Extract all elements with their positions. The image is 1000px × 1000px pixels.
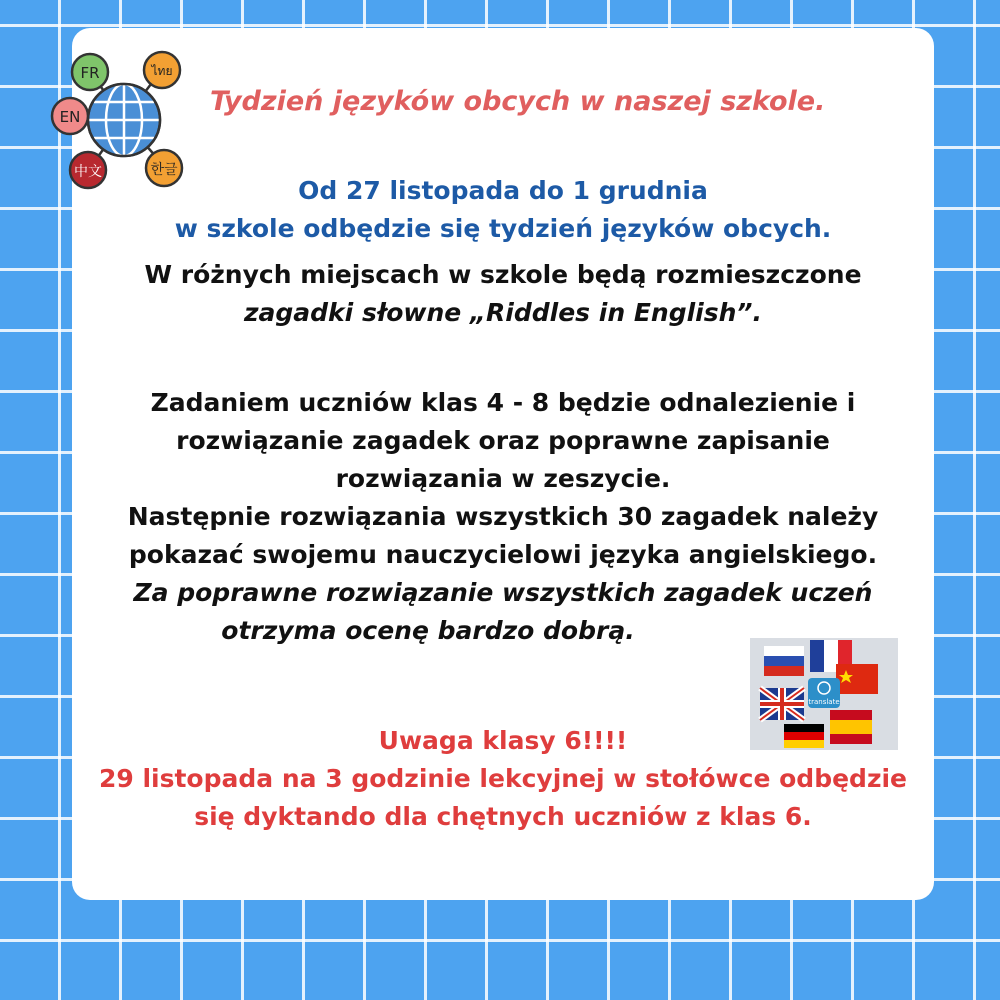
svg-text:FR: FR <box>80 64 100 82</box>
class-6-notice <box>72 722 934 836</box>
task-line-7: otrzyma ocenę bardzo dobrą. <box>221 616 635 645</box>
svg-text:ไทย: ไทย <box>151 64 173 78</box>
intro-dates <box>72 172 934 248</box>
svg-text:EN: EN <box>59 108 81 126</box>
intro-line-1: Od 27 listopada do 1 grudnia <box>298 176 708 205</box>
svg-text:中文: 中文 <box>74 164 102 180</box>
intro-line-2: w szkole odbędzie się tydzień języków obcych. <box>174 214 832 243</box>
uk-flag <box>760 688 804 720</box>
task-line-5: pokazać swojemu nauczycielowi języka angielskiego. <box>128 540 878 569</box>
task-line-2: rozwiązanie zagadek oraz poprawne zapisanie <box>176 426 830 455</box>
poster-title: Tydzień języków obcych w naszej szkole. <box>210 86 826 117</box>
task-line-1: Zadaniem uczniów klas 4 - 8 będzie odnalezienie i <box>150 388 856 417</box>
task-line-6: Za poprawne rozwiązanie wszystkich zagadek uczeń <box>133 578 873 607</box>
china-flag <box>836 664 878 694</box>
intro-riddles <box>72 256 934 332</box>
intro-line-3: W różnych miejscach w szkole będą rozmieszczone <box>144 260 862 289</box>
svg-text:translate: translate <box>808 698 840 706</box>
notice-line-3: się dyktando dla chętnych uczniów z klas 6. <box>194 802 812 831</box>
notice-line-2: 29 listopada na 3 godzinie lekcyjnej w stołówce odbędzie <box>98 764 908 793</box>
globe-icon <box>88 84 160 156</box>
svg-text:한글: 한글 <box>150 162 178 178</box>
intro-line-4: zagadki słowne „Riddles in English”. <box>243 298 763 327</box>
notice-line-1: Uwaga klasy 6!!!! <box>378 726 628 755</box>
russia-flag <box>764 646 804 676</box>
task-line-4: Następnie rozwiązania wszystkich 30 zagadek należy <box>127 502 879 531</box>
task-line-3: rozwiązania w zeszycie. <box>335 464 671 493</box>
task-description <box>72 384 934 650</box>
translate-key <box>808 678 840 708</box>
